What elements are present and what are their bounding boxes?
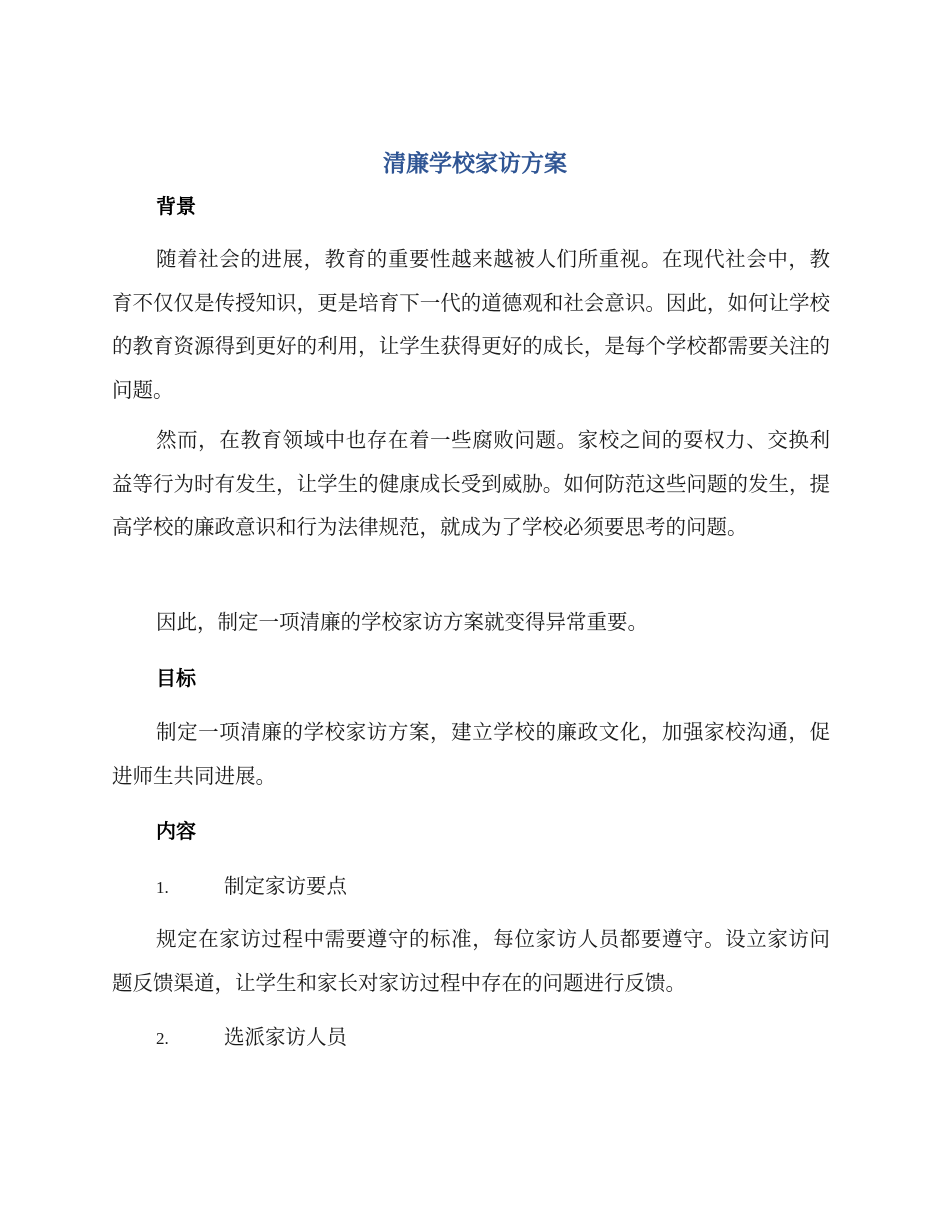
paragraph-content-item-1: 规定在家访过程中需要遵守的标准，每位家访人员都要遵守。设立家访问题反馈渠道，让学生和家长对家访过程中存在的问题进行反馈。 — [112, 927, 830, 995]
list-item-label: 制定家访要点 — [224, 874, 347, 898]
paragraph-background-3: 因此，制定一项清廉的学校家访方案就变得异常重要。 — [156, 610, 648, 634]
paragraph-goal-1: 制定一项清廉的学校家访方案，建立学校的廉政文化，加强家校沟通，促进师生共同进展。 — [112, 720, 830, 788]
section-heading-background: 背景 — [156, 194, 196, 218]
section-heading-content: 内容 — [156, 819, 196, 843]
list-item-number: 1. — [156, 878, 169, 897]
paragraph-background-2: 然而，在教育领域中也存在着一些腐败问题。家校之间的耍权力、交换利益等行为时有发生，让学生的健康成长受到威胁。如何防范这些问题的发生，提高学校的廉政意识和行为法律规范，就成为了学校必须要思考的问题。 — [112, 428, 830, 539]
list-item-number: 2. — [156, 1029, 169, 1048]
paragraph-background-1: 随着社会的进展，教育的重要性越来越被人们所重视。在现代社会中，教育不仅仅是传授知识，更是培育下一代的道德观和社会意识。因此，如何让学校的教育资源得到更好的利用，让学生获得更好的成长，是每个学校都需要关注的问题。 — [112, 247, 830, 402]
list-item-2 — [156, 1022, 347, 1054]
document-title: 清廉学校家访方案 — [383, 151, 567, 177]
section-heading-goal: 目标 — [156, 666, 196, 690]
list-item-1 — [156, 871, 347, 903]
list-item-label: 选派家访人员 — [224, 1025, 347, 1049]
